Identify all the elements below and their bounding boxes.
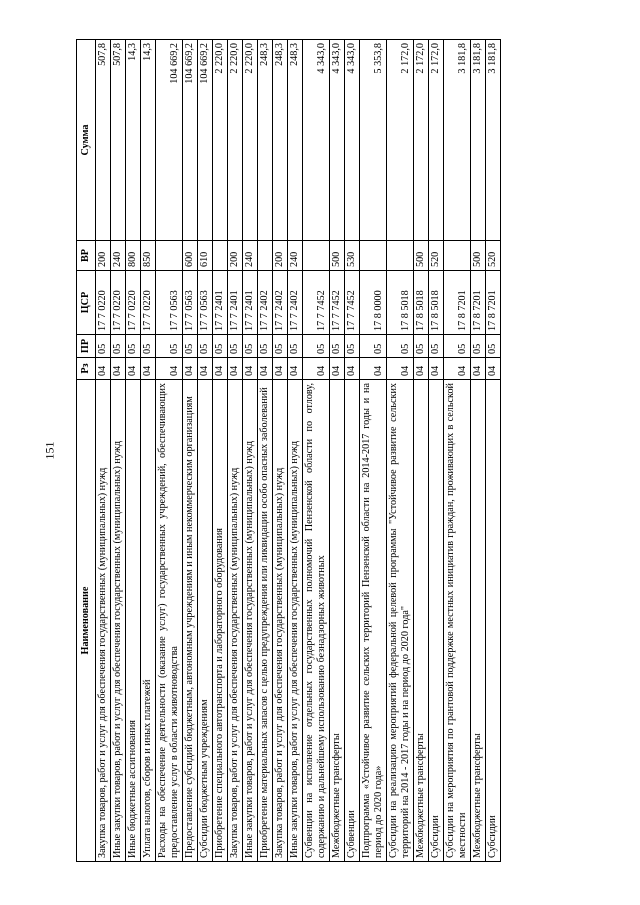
cell-rz: 04 <box>429 358 444 380</box>
header-name: Наименование <box>77 380 96 862</box>
cell-pr: 05 <box>156 335 183 358</box>
cell-vr: 240 <box>243 241 258 271</box>
cell-vr <box>303 241 330 271</box>
cell-pr: 05 <box>288 335 303 358</box>
cell-rz: 04 <box>198 358 213 380</box>
cell-pr: 05 <box>183 335 198 358</box>
cell-pr: 05 <box>387 335 414 358</box>
table-row <box>330 40 345 862</box>
cell-name: Закупка товаров, работ и услуг для обеспечения государственных (муниципальных) нужд <box>96 380 111 862</box>
cell-csr: 17 7 7452 <box>345 271 360 335</box>
cell-vr: 850 <box>141 241 156 271</box>
cell-csr: 17 7 2402 <box>258 271 273 335</box>
cell-vr: 520 <box>429 241 444 271</box>
cell-pr: 05 <box>111 335 126 358</box>
cell-rz: 04 <box>96 358 111 380</box>
cell-csr: 17 7 0220 <box>141 271 156 335</box>
cell-csr: 17 8 5018 <box>429 271 444 335</box>
table-row <box>486 40 501 862</box>
cell-sum: 4 343,0 <box>345 40 360 241</box>
cell-vr <box>360 241 387 271</box>
cell-sum: 2 172,0 <box>429 40 444 241</box>
budget-table <box>76 39 501 862</box>
cell-rz: 04 <box>471 358 486 380</box>
cell-name: Иные закупки товаров, работ и услуг для обеспечения государственных (муниципальных) нужд <box>288 380 303 862</box>
cell-csr: 17 7 2401 <box>213 271 228 335</box>
cell-vr: 800 <box>126 241 141 271</box>
cell-rz: 04 <box>444 358 471 380</box>
cell-rz: 04 <box>360 358 387 380</box>
cell-name: Закупка товаров, работ и услуг для обеспечения государственных (муниципальных) нужд <box>273 380 288 862</box>
page-number: 151 <box>42 441 57 460</box>
cell-name: Расходы на обеспечение деятельности (оказание услуг) государственных учреждений, обеспечивающих предоставление услуг в области животноводства <box>156 380 183 862</box>
cell-rz: 04 <box>141 358 156 380</box>
cell-pr: 05 <box>273 335 288 358</box>
table-row <box>213 40 228 862</box>
cell-rz: 04 <box>414 358 429 380</box>
cell-name: Уплата налогов, сборов и иных платежей <box>141 380 156 862</box>
cell-vr: 520 <box>486 241 501 271</box>
table-row <box>156 40 183 862</box>
cell-sum: 248,3 <box>288 40 303 241</box>
table-row <box>429 40 444 862</box>
cell-pr: 05 <box>228 335 243 358</box>
cell-csr: 17 7 0563 <box>198 271 213 335</box>
cell-name: Подпрограмма «Устойчивое развитие сельских территорий Пензенской области на 2014-2017 годы и на период до 2020 года» <box>360 380 387 862</box>
table-row <box>414 40 429 862</box>
cell-csr: 17 7 0220 <box>96 271 111 335</box>
table-row <box>126 40 141 862</box>
cell-vr <box>387 241 414 271</box>
cell-pr: 05 <box>429 335 444 358</box>
cell-rz: 04 <box>387 358 414 380</box>
cell-pr: 05 <box>243 335 258 358</box>
cell-name: Приобретение специального автотранспорта и лабораторного оборудования <box>213 380 228 862</box>
cell-sum: 14,3 <box>141 40 156 241</box>
cell-vr: 500 <box>471 241 486 271</box>
cell-pr: 05 <box>345 335 360 358</box>
cell-pr: 05 <box>126 335 141 358</box>
header-sum: Сумма <box>77 40 96 241</box>
table-header-row <box>77 40 96 862</box>
cell-pr: 05 <box>258 335 273 358</box>
table-row <box>96 40 111 862</box>
cell-csr: 17 7 0563 <box>156 271 183 335</box>
table-row <box>228 40 243 862</box>
cell-rz: 04 <box>183 358 198 380</box>
cell-csr: 17 8 5018 <box>414 271 429 335</box>
table-row <box>111 40 126 862</box>
table-row <box>303 40 330 862</box>
cell-vr: 240 <box>111 241 126 271</box>
cell-rz: 04 <box>228 358 243 380</box>
cell-name: Иные закупки товаров, работ и услуг для обеспечения государственных (муниципальных) нужд <box>111 380 126 862</box>
cell-vr: 530 <box>345 241 360 271</box>
cell-sum: 507,8 <box>96 40 111 241</box>
cell-sum: 248,3 <box>273 40 288 241</box>
cell-vr <box>156 241 183 271</box>
cell-sum: 507,8 <box>111 40 126 241</box>
cell-pr: 05 <box>213 335 228 358</box>
table-row <box>273 40 288 862</box>
cell-rz: 04 <box>126 358 141 380</box>
cell-csr: 17 8 7201 <box>471 271 486 335</box>
cell-sum: 104 669,2 <box>183 40 198 241</box>
cell-sum: 3 181,8 <box>486 40 501 241</box>
cell-vr <box>444 241 471 271</box>
cell-sum: 4 343,0 <box>303 40 330 241</box>
table-row <box>345 40 360 862</box>
cell-csr: 17 8 7201 <box>444 271 471 335</box>
cell-pr: 05 <box>486 335 501 358</box>
cell-sum: 5 353,8 <box>360 40 387 241</box>
cell-name: Предоставление субсидий бюджетным, автономным учреждениям и иным некоммерческим организациям <box>183 380 198 862</box>
rotated-page-content <box>76 40 558 862</box>
table-row <box>471 40 486 862</box>
table-row <box>141 40 156 862</box>
cell-csr: 17 7 2401 <box>228 271 243 335</box>
cell-name: Иные бюджетные ассигнования <box>126 380 141 862</box>
cell-vr: 610 <box>198 241 213 271</box>
cell-sum: 104 669,2 <box>198 40 213 241</box>
cell-csr: 17 7 0220 <box>126 271 141 335</box>
cell-pr: 05 <box>414 335 429 358</box>
cell-csr: 17 7 7452 <box>303 271 330 335</box>
cell-rz: 04 <box>345 358 360 380</box>
table-row <box>183 40 198 862</box>
cell-rz: 04 <box>243 358 258 380</box>
cell-name: Приобретение материальных запасов с целью предупреждения или ликвидации особо опасных заболеваний <box>258 380 273 862</box>
table-row <box>444 40 471 862</box>
header-rz: Рз <box>77 358 96 380</box>
cell-sum: 2 172,0 <box>387 40 414 241</box>
header-csr: ЦСР <box>77 271 96 335</box>
cell-name: Субсидии на мероприятия по грантовой поддержке местных инициатив граждан, проживающих в сельской местности <box>444 380 471 862</box>
cell-name: Субсидии <box>429 380 444 862</box>
table-row <box>387 40 414 862</box>
cell-pr: 05 <box>444 335 471 358</box>
cell-name: Межбюджетные трансферты <box>414 380 429 862</box>
cell-pr: 05 <box>360 335 387 358</box>
cell-vr: 500 <box>330 241 345 271</box>
cell-csr: 17 7 0563 <box>183 271 198 335</box>
table-row <box>198 40 213 862</box>
cell-vr: 240 <box>288 241 303 271</box>
cell-sum: 14,3 <box>126 40 141 241</box>
cell-sum: 248,3 <box>258 40 273 241</box>
cell-name: Закупка товаров, работ и услуг для обеспечения государственных (муниципальных) нужд <box>228 380 243 862</box>
cell-csr: 17 8 0000 <box>360 271 387 335</box>
cell-sum: 2 220,0 <box>213 40 228 241</box>
cell-sum: 2 220,0 <box>243 40 258 241</box>
cell-pr: 05 <box>141 335 156 358</box>
cell-rz: 04 <box>156 358 183 380</box>
cell-vr <box>213 241 228 271</box>
cell-rz: 04 <box>330 358 345 380</box>
cell-vr: 500 <box>414 241 429 271</box>
cell-csr: 17 7 2401 <box>243 271 258 335</box>
cell-name: Межбюджетные трансферты <box>330 380 345 862</box>
cell-sum: 3 181,8 <box>444 40 471 241</box>
cell-sum: 4 343,0 <box>330 40 345 241</box>
cell-name: Иные закупки товаров, работ и услуг для обеспечения государственных (муниципальных) нужд <box>243 380 258 862</box>
cell-vr <box>258 241 273 271</box>
cell-sum: 2 172,0 <box>414 40 429 241</box>
cell-pr: 05 <box>96 335 111 358</box>
cell-rz: 04 <box>288 358 303 380</box>
cell-sum: 104 669,2 <box>156 40 183 241</box>
cell-vr: 600 <box>183 241 198 271</box>
cell-name: Субсидии на реализацию мероприятий федеральной целевой программы "Устойчивое развитие сельских территорий на 2014 - 2017 годы и на период до 2020 года" <box>387 380 414 862</box>
cell-rz: 04 <box>273 358 288 380</box>
cell-name: Межбюджетные трансферты <box>471 380 486 862</box>
cell-pr: 05 <box>330 335 345 358</box>
cell-sum: 3 181,8 <box>471 40 486 241</box>
cell-pr: 05 <box>303 335 330 358</box>
cell-vr: 200 <box>228 241 243 271</box>
table-row <box>288 40 303 862</box>
cell-sum: 2 220,0 <box>228 40 243 241</box>
cell-csr: 17 8 7201 <box>486 271 501 335</box>
cell-rz: 04 <box>213 358 228 380</box>
cell-rz: 04 <box>486 358 501 380</box>
header-pr: ПР <box>77 335 96 358</box>
table-row <box>258 40 273 862</box>
cell-pr: 05 <box>198 335 213 358</box>
cell-csr: 17 7 2402 <box>273 271 288 335</box>
cell-name: Субвенции на исполнение отдельных государственных полномочий Пензенской области по отлову, содержанию и дальнейшему использованию безнадзорных животных <box>303 380 330 862</box>
cell-csr: 17 8 5018 <box>387 271 414 335</box>
cell-rz: 04 <box>303 358 330 380</box>
table-row <box>243 40 258 862</box>
cell-name: Субвенции <box>345 380 360 862</box>
cell-csr: 17 7 2402 <box>288 271 303 335</box>
cell-rz: 04 <box>258 358 273 380</box>
cell-name: Субсидии <box>486 380 501 862</box>
cell-vr: 200 <box>96 241 111 271</box>
cell-pr: 05 <box>471 335 486 358</box>
cell-csr: 17 7 0220 <box>111 271 126 335</box>
cell-vr: 200 <box>273 241 288 271</box>
header-vr: ВР <box>77 241 96 271</box>
cell-rz: 04 <box>111 358 126 380</box>
table-row <box>360 40 387 862</box>
cell-name: Субсидии бюджетным учреждениям <box>198 380 213 862</box>
cell-csr: 17 7 7452 <box>330 271 345 335</box>
